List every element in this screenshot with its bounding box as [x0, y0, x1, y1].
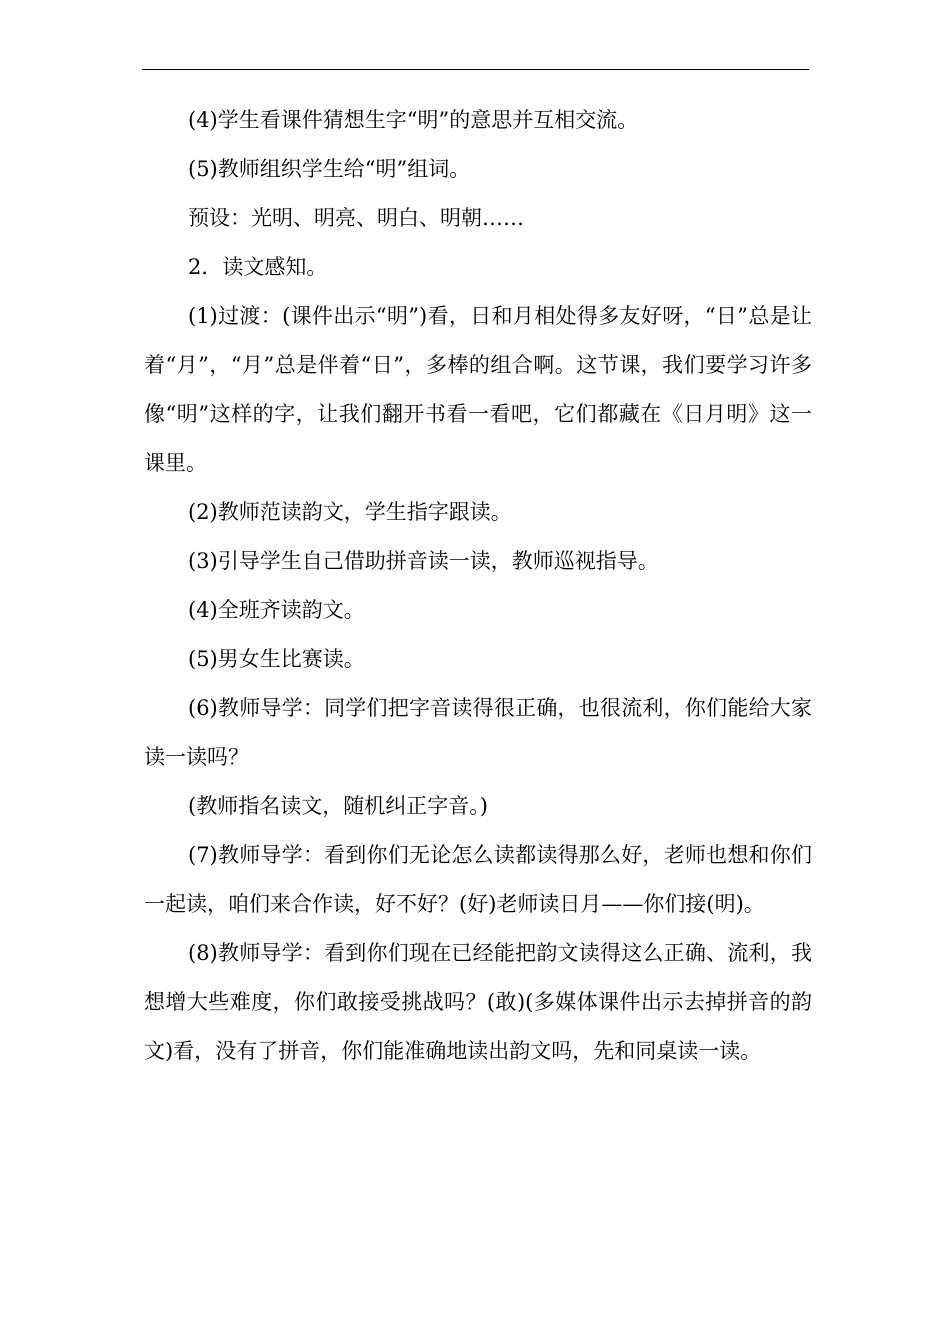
paragraph-model-reading: (2)教师范读韵文，学生指字跟读。 [188, 500, 512, 524]
paragraph-step-4: (4)学生看课件猜想生字“明”的意思并互相交流。 [188, 108, 639, 132]
paragraph-preset: 预设：光明、明亮、明白、明朝…… [188, 206, 524, 230]
paragraph-class-reading: (4)全班齐读韵文。 [188, 598, 365, 622]
paragraph-guide-7: (7)教师导学：看到你们无论怎么读都读得那么好，老师也想和你们一起读，咱们来合作读，好不好？(好)老师读日月——你们接(明)。 [144, 843, 812, 916]
paragraph-guide-6: (6)教师导学：同学们把字音读得很正确，也很流利，你们能给大家读一读吗？ [144, 696, 812, 769]
document-body [144, 96, 812, 1076]
paragraph-guide-8: (8)教师导学：看到你们现在已经能把韵文读得这么正确、流利，我想增大些难度，你们敢接受挑战吗？(敢)(多媒体课件出示去掉拼音的韵文)看，没有了拼音，你们能准确地读出韵文吗，先和同桌读一读。 [144, 941, 812, 1063]
paragraph-correction: (教师指名读文，随机纠正字音。) [188, 794, 488, 818]
section-heading: 2．读文感知。 [188, 255, 328, 279]
header-rule [142, 69, 809, 70]
paragraph-contest-reading: (5)男女生比赛读。 [188, 647, 365, 671]
paragraph-pinyin-reading: (3)引导学生自己借助拼音读一读，教师巡视指导。 [188, 549, 659, 573]
paragraph-transition: (1)过渡：(课件出示“明”)看，日和月相处得多友好呀，“日”总是让着“月”，“月”总是伴着“日”，多棒的组合啊。这节课，我们要学习许多像“明”这样的字，让我们翻开书看一看吧，它们都藏在《日月明》这一课里。 [144, 304, 812, 475]
paragraph-step-5: (5)教师组织学生给“明”组词。 [188, 157, 471, 181]
